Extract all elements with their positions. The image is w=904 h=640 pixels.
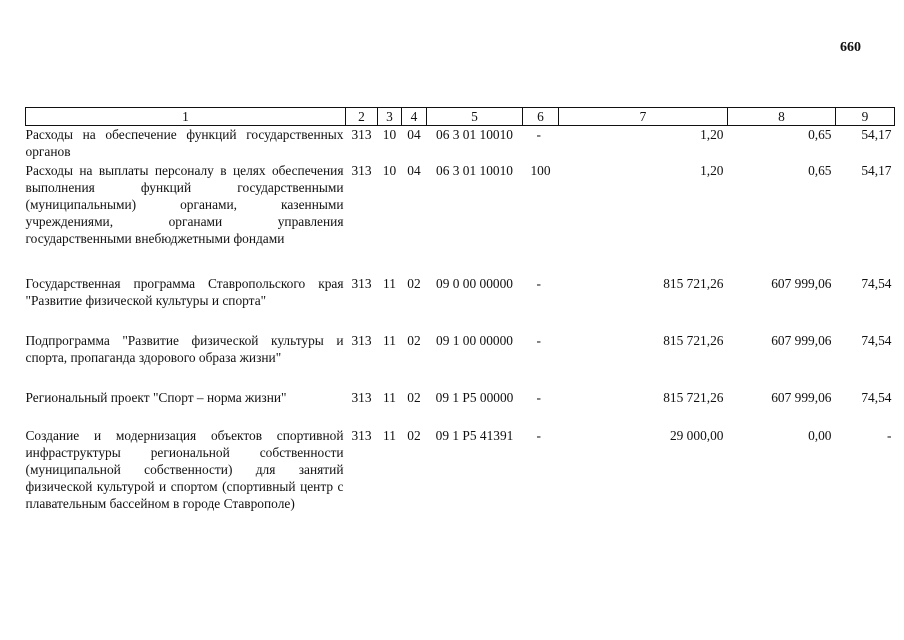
target-article-code: 06 3 01 10010 (436, 163, 513, 178)
planned-amount: 1,20 (700, 127, 724, 142)
column-header: 8 (728, 108, 836, 126)
executed-amount: 0,00 (808, 428, 832, 443)
execution-percent: 54,17 (861, 127, 892, 142)
target-article-code: 09 1 P5 00000 (435, 390, 514, 405)
column-header: 5 (427, 108, 523, 126)
section-code: 11 (383, 390, 396, 405)
column-header: 7 (559, 108, 728, 126)
ministry-code: 313 (351, 333, 372, 348)
ministry-code: 313 (351, 390, 372, 405)
table-row (26, 332, 895, 389)
table-row (26, 427, 895, 537)
execution-percent: 54,17 (861, 163, 892, 178)
expense-name: Государственная программа Ставропольского края "Развитие физической культуры и спорта" (25, 276, 344, 308)
planned-amount: 815 721,26 (663, 390, 724, 405)
execution-percent: 74,54 (861, 276, 892, 291)
executed-amount: 607 999,06 (771, 390, 832, 405)
expense-type-code: - (536, 276, 541, 291)
planned-amount: 29 000,00 (669, 428, 724, 443)
column-header: 1 (26, 108, 346, 126)
target-article-code: 06 3 01 10010 (436, 127, 513, 142)
subsection-code: 02 (407, 390, 421, 405)
expense-type-code: - (536, 127, 541, 142)
expense-name: Региональный проект "Спорт – норма жизни" (25, 390, 287, 405)
expense-name: Расходы на выплаты персоналу в целях обеспечения выполнения функций государственными (муниципальными) органами, казенными учреждениями, органами управления государственными внебюджетными фондами (25, 163, 344, 246)
ministry-code: 313 (351, 428, 372, 443)
column-header: 9 (836, 108, 895, 126)
section-code: 11 (383, 333, 396, 348)
executed-amount: 0,65 (808, 127, 832, 142)
subsection-code: 02 (407, 333, 421, 348)
section-code: 10 (382, 127, 397, 142)
table-row (26, 126, 895, 163)
subsection-code: 02 (407, 276, 421, 291)
expense-type-code: - (536, 428, 541, 443)
executed-amount: 607 999,06 (771, 333, 832, 348)
section-code: 10 (382, 163, 397, 178)
subsection-code: 04 (407, 127, 421, 142)
expense-type-code: - (536, 333, 541, 348)
target-article-code: 09 0 00 00000 (436, 276, 513, 291)
planned-amount: 815 721,26 (663, 276, 724, 291)
section-code: 11 (383, 428, 396, 443)
budget-table (25, 107, 895, 537)
column-header: 2 (346, 108, 378, 126)
ministry-code: 313 (351, 276, 372, 291)
execution-percent: - (887, 428, 892, 443)
planned-amount: 815 721,26 (663, 333, 724, 348)
column-header: 4 (402, 108, 427, 126)
table-header-row (26, 108, 895, 126)
page-number: 660 (840, 40, 861, 55)
expense-name: Создание и модернизация объектов спортивной инфраструктуры региональной собственности (муниципальной собственности) для занятий физической культурой и спортом (спортивный центр с плавательным бассейном в городе Ставрополе) (25, 428, 344, 511)
expense-type-code: - (536, 390, 541, 405)
column-header: 3 (378, 108, 402, 126)
expense-name: Расходы на обеспечение функций государственных органов (25, 127, 344, 159)
column-header: 6 (523, 108, 559, 126)
executed-amount: 607 999,06 (771, 276, 832, 291)
execution-percent: 74,54 (861, 333, 892, 348)
ministry-code: 313 (351, 127, 372, 142)
execution-percent: 74,54 (861, 390, 892, 405)
subsection-code: 04 (407, 163, 421, 178)
subsection-code: 02 (407, 428, 421, 443)
target-article-code: 09 1 00 00000 (436, 333, 513, 348)
expense-type-code: 100 (530, 163, 551, 178)
table-row (26, 275, 895, 332)
planned-amount: 1,20 (700, 163, 724, 178)
executed-amount: 0,65 (808, 163, 832, 178)
target-article-code: 09 1 P5 41391 (435, 428, 514, 443)
ministry-code: 313 (351, 163, 372, 178)
table-row (26, 162, 895, 275)
section-code: 11 (383, 276, 396, 291)
table-row (26, 389, 895, 427)
expense-name: Подпрограмма "Развитие физической культуры и спорта, пропаганда здорового образа жизни" (25, 333, 344, 365)
